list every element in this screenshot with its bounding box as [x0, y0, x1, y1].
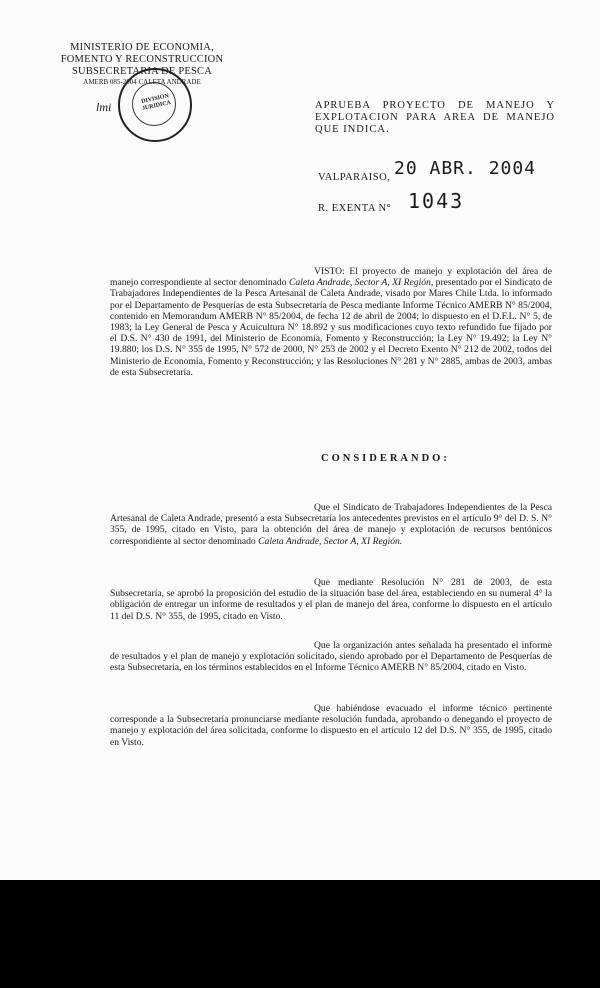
handwritten-initials: lmi — [96, 100, 112, 114]
visto-text-2: presentado por el Sindicato de Trabajadores Independientes de la Pesca Artesanal de Caleta Andrade, visado por Mares Chile Ltda. lo informado por el Departamento de Pesquerías de esta Subsecretaría de Pesca mediante Informe Técnico AMERB N° 85/2004, contenido en Memorandum AMERB N° 85/2004, de fecha 12 de abril de 2004; lo dispuesto en el D.F.L. N° 5, de 1983; la Ley General de Pesca y Acuicultura N° 18.892 y sus modificaciones cuyo texto refundido fue fijado por el D.S. N° 430 de 1991, del Ministerio de Economía, Fomento y Reconstrucción; la Ley N° 19.492; la Ley N° 19.880; los D.S. N° 355 de 1995, N° 572 de 2000, N° 253 de 2002 y el Decreto Exento N° 212 de 2002, todos del Ministerio de Economía, Fomento y Reconstrucción; y las Resoluciones N° 281 y N° 2885, ambas de 2003, ambas de esta Subsecretaría. — [110, 277, 552, 378]
c3-lead: Que la organización antes señalada ha presentado el — [314, 640, 519, 651]
stamp-label: DIVISION JURIDICA — [140, 93, 172, 112]
visto-lead: VISTO: El proyecto de manejo y explotación del — [314, 266, 518, 277]
ministry-line-1: MINISTERIO DE ECONOMIA, — [70, 42, 214, 53]
ministry-line-2: FOMENTO Y RECONSTRUCCION — [60, 54, 224, 65]
considerando-3 — [110, 640, 552, 674]
c4-lead: Que habiéndose evacuado el informe técnico — [314, 703, 508, 714]
resolution-subject: APRUEBA PROYECTO DE MANEJO Y EXPLOTACION PARA AREA DE MANEJO QUE INDICA. — [315, 100, 555, 135]
considerando-1 — [110, 502, 552, 547]
c3-text: informe de resultados y el plan de manejo y explotación solicitado, siendo aprobado por el Departamento de Pesquerías de esta Subsecretaría, en los términos establecidos en el Informe Técnico AMERB N° 85/2004, citado en Visto. — [110, 640, 552, 674]
considerando-4 — [110, 703, 552, 748]
c4-text: pertinente corresponde a la Subsecretaría pronunciarse mediante resolución fundada, aprobando o denegando el proyecto de manejo y explotación del área solicitada, conforme lo dispuesto en el artículo 12 del D.S. N° 355, de 1995, citado en Visto. — [110, 703, 552, 748]
ministry-reference: AMERB 085-2004 CALETA ANDRADE — [83, 78, 201, 86]
considerando-2 — [110, 577, 552, 622]
visto-text-1: área de manejo correspondiente al sector denominado — [110, 266, 552, 289]
considerando-heading: CONSIDERANDO: — [321, 453, 450, 464]
visto-paragraph — [110, 266, 552, 378]
c2-text: Subsecretaría, se aprobó la proposición del estudio de la situación base del área, estableciendo en su numeral 4° la obligación de entregar un informe de resultados y el plan de manejo del área, conforme lo dispuesto en el artículo 11 del D.S. N° 355, de 1995, citado en Visto. — [110, 588, 552, 622]
c2-lead: Que mediante Resolución N° 281 de 2003, de esta — [314, 577, 552, 588]
resolution-number: 1043 — [408, 189, 465, 213]
c1-text: la Pesca Artesanal de Caleta Andrade, presentó a esta Subsecretaría los antecedentes previstos en el artículo 9° del D. S. N° 355, de 1995, citado en Visto, para la obtención del área de manejo y explotación de recursos bentónicos correspondiente al sector denominado — [110, 502, 552, 547]
visto-sector: Caleta Andrade, Sector A, XI Región, — [288, 277, 434, 289]
c1-sector: Caleta Andrade, Sector A, XI Región. — [258, 535, 403, 547]
resolution-label: R. EXENTA N° — [318, 203, 392, 214]
c1-lead: Que el Sindicato de Trabajadores Independientes de — [314, 502, 518, 513]
place-label: VALPARAISO, — [318, 172, 391, 183]
stamped-date: 20 ABR. 2004 — [394, 158, 537, 179]
ministry-line-3: SUBSECRETARIA DE PESCA — [71, 66, 213, 77]
